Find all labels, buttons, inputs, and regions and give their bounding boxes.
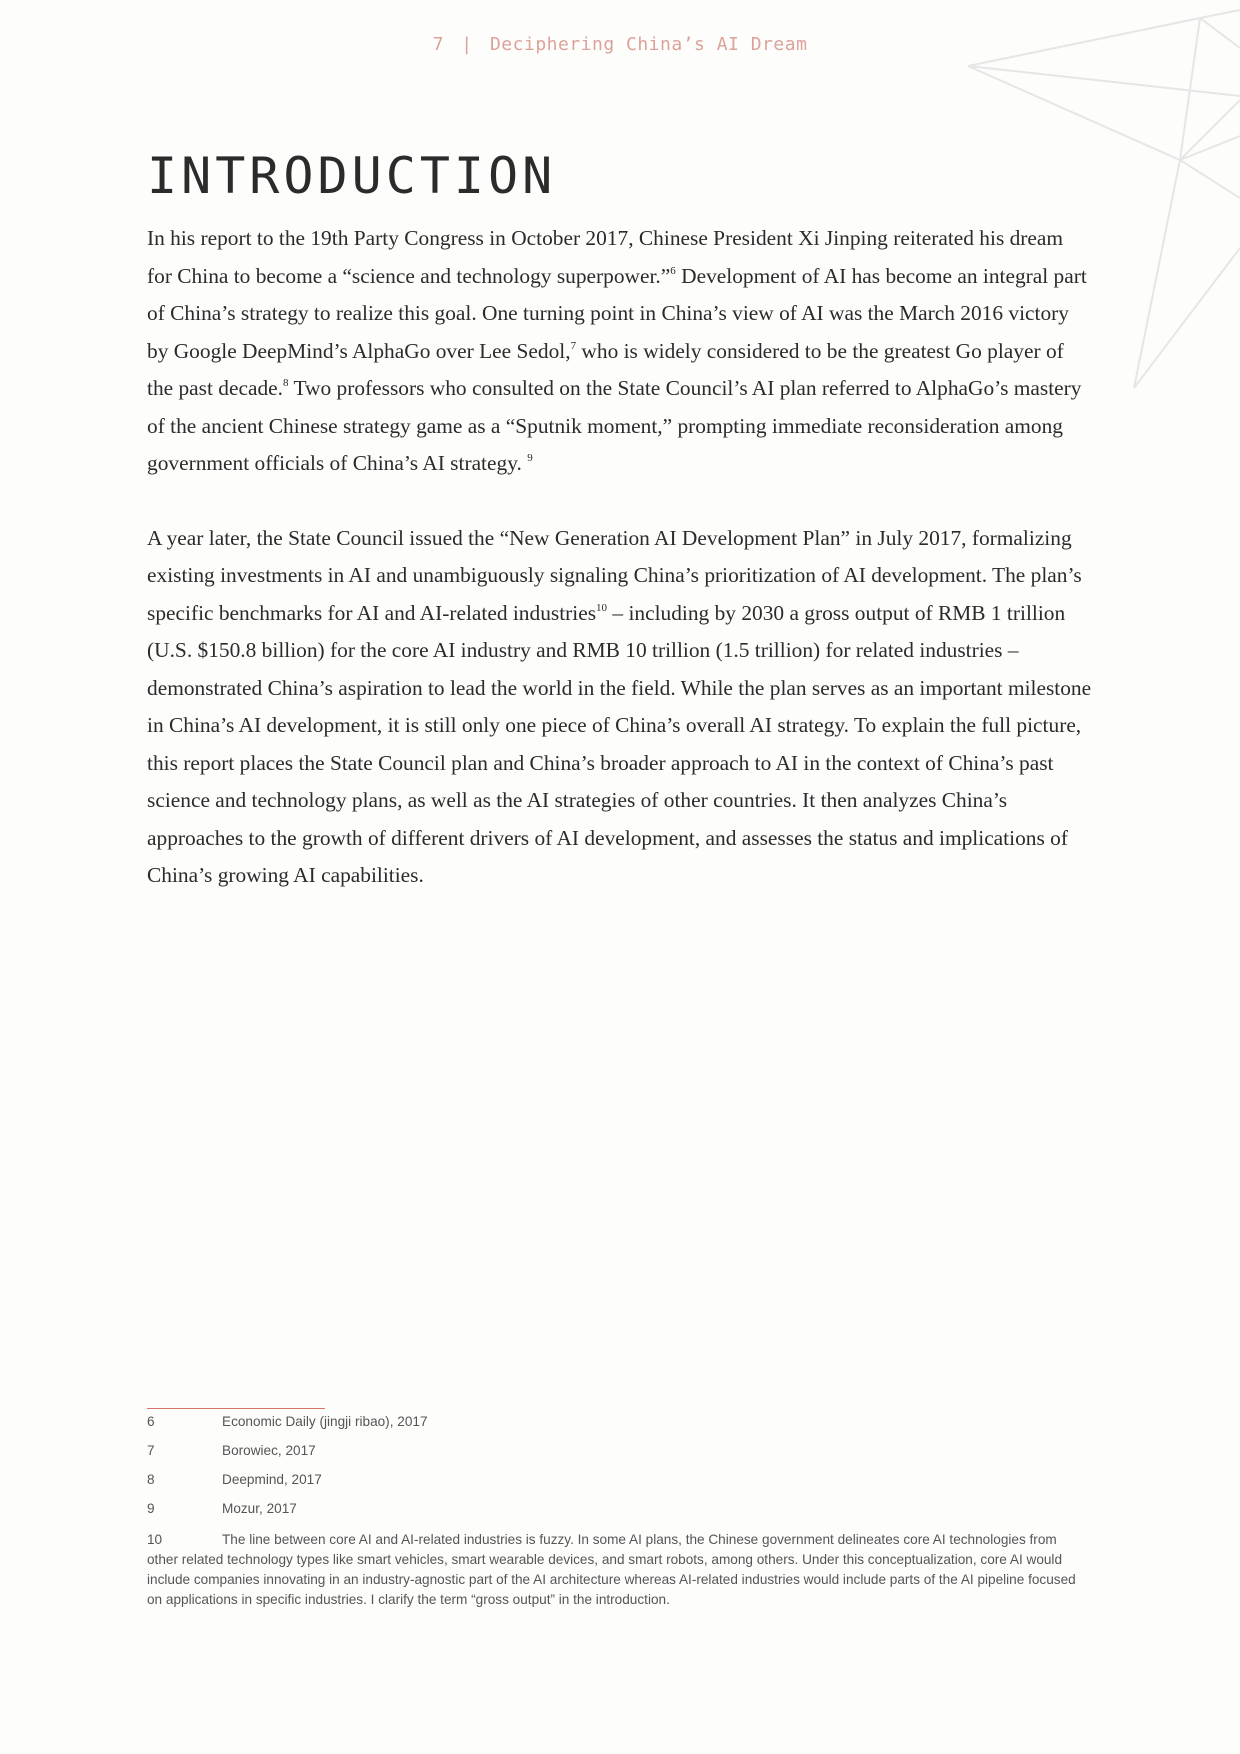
footnote-number: 7 xyxy=(147,1443,155,1458)
footnote-6 xyxy=(147,1414,1077,1443)
paragraph-1-text-c: who is widely considered to be the greatest Go player of the past decade. xyxy=(147,338,1064,400)
paragraph-2 xyxy=(147,520,1092,895)
header-separator: | xyxy=(461,34,473,55)
page-number: 7 xyxy=(432,34,444,55)
section-title: INTRODUCTION xyxy=(147,147,557,205)
footnote-7 xyxy=(147,1443,1077,1472)
footnote-text: Borowiec, 2017 xyxy=(222,1443,316,1458)
paragraph-2-text-a: A year later, the State Council issued the “New Generation AI Development Plan” in July 2017, formalizing existing investments in AI and unambiguously signaling China’s prioritization of AI development. The plan’s specific benchmarks for AI and AI-related industries xyxy=(147,525,1082,625)
footnote-number: 6 xyxy=(147,1414,155,1429)
footnote-ref-9[interactable]: 9 xyxy=(527,452,533,464)
footnote-divider xyxy=(147,1408,325,1409)
footnote-9 xyxy=(147,1501,1077,1530)
footnote-8 xyxy=(147,1472,1077,1501)
footnote-text: Deepmind, 2017 xyxy=(222,1472,322,1487)
running-title: Deciphering China’s AI Dream xyxy=(489,34,808,55)
running-header xyxy=(0,34,1240,55)
footnote-text: Economic Daily (jingji ribao), 2017 xyxy=(222,1414,428,1429)
footnote-ref-10[interactable]: 10 xyxy=(596,601,608,614)
paragraph-1-text-d: Two professors who consulted on the State Council’s AI plan referred to AlphaGo’s mastery of the ancient Chinese strategy game as a “Sputnik moment,” prompting immediate reconsideration among government officials of China’s AI strategy. xyxy=(147,376,1082,475)
paragraph-1 xyxy=(147,220,1092,483)
footnote-ref-8[interactable]: 8 xyxy=(283,377,289,389)
footnote-text: Mozur, 2017 xyxy=(222,1501,297,1516)
paragraph-1-text-b: Development of AI has become an integral part of China’s strategy to realize this goal. One turning point in China’s view of AI was the March 2016 victory by Google DeepMind’s AlphaGo over Lee Sedol, xyxy=(147,263,1087,363)
footnote-number: 10 xyxy=(147,1532,163,1547)
footnote-number: 8 xyxy=(147,1472,155,1487)
footnote-10 xyxy=(147,1530,1077,1610)
paragraph-1-text-a: In his report to the 19th Party Congress in October 2017, Chinese President Xi Jinping reiterated his dream for China to become a “science and technology superpower.” xyxy=(147,226,1064,288)
body-text xyxy=(147,220,1092,932)
footnotes xyxy=(147,1414,1077,1610)
footnote-ref-6[interactable]: 6 xyxy=(670,264,676,277)
footnote-text: The line between core AI and AI-related industries is fuzzy. In some AI plans, the Chinese government delineates core AI technologies from other related technology types like smart vehicles, smart wearable devices, and smart robots, among others. Under this conceptualization, core AI would include companies innovating in an industry-agnostic part of the AI architecture whereas AI-related industries would include parts of the AI pipeline focused on applications in specific industries. I clarify the term “gross output” in the introduction. xyxy=(147,1532,1076,1607)
footnote-number: 9 xyxy=(147,1501,155,1516)
paragraph-2-text-b: – including by 2030 a gross output of RMB 1 trillion (U.S. $150.8 billion) for the core AI industry and RMB 10 trillion (1.5 trillion) for related industries – demonstrated China’s aspiration to lead the world in the field. While the plan serves as an important milestone in China’s AI development, it is still only one piece of China’s overall AI strategy. To explain the full picture, this report places the State Council plan and China’s broader approach to AI in the context of China’s past science and technology plans, as well as the AI strategies of other countries. It then analyzes China’s approaches to the growth of different drivers of AI development, and assesses the status and implications of China’s growing AI capabilities. xyxy=(147,600,1092,887)
footnote-ref-7[interactable]: 7 xyxy=(570,339,577,352)
